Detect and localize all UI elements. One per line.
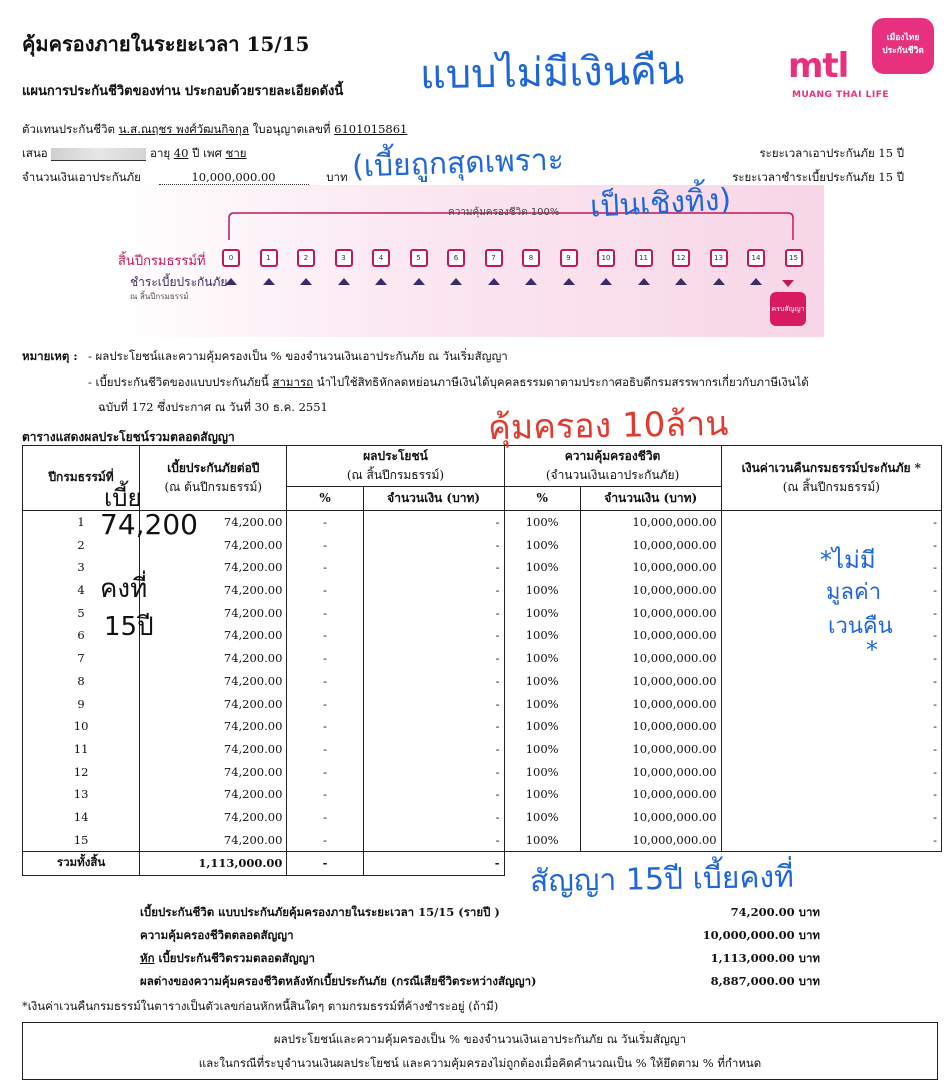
premium-payment-icon [675,278,687,285]
sum-insured-label: จำนวนเงินเอาประกันภัย [22,170,141,184]
premium-payment-icon [638,278,650,285]
cell-benefit-pct: - [287,670,363,693]
cell-coverage-amount: 10,000,000.00 [580,760,721,783]
col-coverage-sub: (จำนวนเงินเอาประกันภัย) [545,468,680,482]
cell-coverage-pct: 100% [504,828,580,851]
premium-payment-icon [338,278,350,285]
cell-premium: 74,200.00 [140,601,287,624]
payment-period: ระยะเวลาชำระเบี้ยประกันภัย 15 ปี [732,170,904,184]
summary-coverage-value: 10,000,000.00 บาท [702,928,820,942]
note-line-2-end: นำไปใช้สิทธิหักลดหย่อนภาษีเงินได้บุคคลธรรมดาตามประกาศอธิบดีกรมสรรพากรเกี่ยวกับภาษีเงินได้ [316,375,809,389]
sex-label: เพศ [203,146,222,160]
cell-benefit-amount: - [363,715,504,738]
premium-payment-icon [413,278,425,285]
cell-year: 6 [23,624,140,647]
handwritten-fixed: คงที่ [100,574,148,604]
cell-coverage-pct: 100% [504,510,580,533]
cell-cash-value: - [721,760,941,783]
footer-line-1: ผลประโยชน์และความคุ้มครองเป็น % ของจำนวนเงินเอาประกันภัย ณ วันเริ่มสัญญา [273,1032,687,1046]
cell-premium: 74,200.00 [140,783,287,806]
table-total-row [23,852,942,876]
table-row [23,601,942,624]
timeline-year-box: 1 [260,249,278,267]
handwritten-no-surrender-3: เวนคืน [828,614,893,639]
premium-payment-icon [225,278,237,285]
cell-premium: 74,200.00 [140,715,287,738]
age-unit: ปี [192,146,200,160]
cell-coverage-amount: 10,000,000.00 [580,783,721,806]
cell-cash-value: - [721,692,941,715]
cell-premium: 74,200.00 [140,647,287,670]
cell-benefit-pct: - [287,806,363,829]
proposal-line [22,145,247,163]
table-row [23,715,942,738]
cell-premium: 74,200.00 [140,692,287,715]
table-row [23,670,942,693]
handwritten-premium-label: เบี้ย [104,484,142,512]
cell-benefit-pct: - [287,510,363,533]
cell-benefit-amount: - [363,647,504,670]
table-row [23,556,942,579]
cell-cash-value: - [721,579,941,602]
premium-payment-icon [450,278,462,285]
col-coverage-pct: % [504,487,580,511]
col-premium [140,446,287,511]
cell-benefit-pct: - [287,556,363,579]
cell-coverage-amount: 10,000,000.00 [580,533,721,556]
end-marker-icon [782,280,794,287]
cell-coverage-amount: 10,000,000.00 [580,601,721,624]
timeline-year-box: 0 [222,249,240,267]
timeline-year-box: 3 [335,249,353,267]
timeline-year-box: 9 [560,249,578,267]
timeline-year-box: 2 [297,249,315,267]
cell-year: 4 [23,579,140,602]
col-coverage-amount: จำนวนเงิน (บาท) [580,487,721,511]
summary-premium [140,904,820,922]
handwritten-contract-note: สัญญา 15ปี เบี้ยคงที่ [529,859,795,900]
cell-coverage-amount: 10,000,000.00 [580,510,721,533]
summary-difference-label: ผลต่างของความคุ้มครองชีวิตหลังหักเบี้ยประกันภัย (กรณีเสียชีวิตระหว่างสัญญา) [140,974,537,988]
summary-coverage-label: ความคุ้มครองชีวิตตลอดสัญญา [140,928,294,942]
cell-year: 2 [23,533,140,556]
redacted-customer-name [51,148,146,161]
timeline-year-box: 7 [485,249,503,267]
cell-cash-value: - [721,533,941,556]
timeline-year-box: 13 [710,249,728,267]
cell-benefit-amount: - [363,510,504,533]
table-row [23,828,942,851]
footer-line-2: และในกรณีที่ระบุจำนวนเงินผลประโยชน์ และความคุ้มครองไม่ถูกต้องเมื่อคิดคำนวณเป็น % ให้ยึดตาม % ที่กำหนด [198,1056,762,1070]
cell-coverage-pct: 100% [504,738,580,761]
cell-year: 12 [23,760,140,783]
cell-benefit-pct: - [287,828,363,851]
premium-payment-icon [563,278,575,285]
table-caption: ตารางแสดงผลประโยชน์รวมตลอดสัญญา [22,430,235,444]
cell-premium: 74,200.00 [140,760,287,783]
cell-cash-value: - [721,624,941,647]
timeline-year-end-label: สิ้นปีกรมธรรม์ที่ [118,254,206,269]
total-benefit-pct: - [287,852,363,876]
col-cash-title: เงินค่าเวนคืนกรมธรรม์ประกันภัย * [741,460,921,475]
table-row [23,806,942,829]
premium-payment-icon [375,278,387,285]
cell-coverage-pct: 100% [504,601,580,624]
cell-benefit-amount: - [363,760,504,783]
table-row [23,783,942,806]
cell-coverage-pct: 100% [504,647,580,670]
table-row [23,760,942,783]
cell-benefit-amount: - [363,601,504,624]
timeline-year-box: 8 [522,249,540,267]
agent-name: น.ส.ณฤชร พงศ์วัฒนกิจกุล [118,122,250,136]
col-benefit-amount: จำนวนเงิน (บาท) [363,487,504,511]
table-row [23,692,942,715]
col-benefit-sub: (ณ สิ้นปีกรมธรรม์) [346,468,445,482]
handwritten-cheapest-note-2: เป็นเชิงทิ้ง) [589,182,733,225]
cell-benefit-pct: - [287,692,363,715]
table-row [23,579,942,602]
premium-payment-icon [488,278,500,285]
license-label: ใบอนุญาตเลขที่ [252,122,331,136]
sum-insured-value: 10,000,000.00 [159,170,309,185]
timeline-year-box: 4 [372,249,390,267]
cell-coverage-amount: 10,000,000.00 [580,715,721,738]
cell-coverage-amount: 10,000,000.00 [580,692,721,715]
cell-coverage-amount: 10,000,000.00 [580,670,721,693]
total-benefit-amount: - [363,852,504,876]
timeline-year-box: 5 [410,249,428,267]
note-line-2-start: - เบี้ยประกันชีวิตของแบบประกันภัยนี้ [88,375,269,389]
premium-payment-icon [300,278,312,285]
cell-coverage-pct: 100% [504,670,580,693]
cell-coverage-amount: 10,000,000.00 [580,828,721,851]
cell-coverage-pct: 100% [504,806,580,829]
cell-cash-value: - [721,670,941,693]
premium-payment-icon [525,278,537,285]
premium-payment-icon [600,278,612,285]
cell-premium: 74,200.00 [140,624,287,647]
agent-line [22,121,407,139]
cell-year: 9 [23,692,140,715]
cell-benefit-pct: - [287,601,363,624]
cell-benefit-amount: - [363,692,504,715]
timeline-premium-sublabel: ณ สิ้นปีกรมธรรม์ [130,292,189,301]
cell-year: 15 [23,828,140,851]
summary-total-premium [140,950,820,968]
cell-benefit-amount: - [363,738,504,761]
cell-premium: 74,200.00 [140,556,287,579]
cell-premium: 74,200.00 [140,579,287,602]
premium-payment-icon [713,278,725,285]
handwritten-15-years: 15ปี [104,612,154,642]
table-row [23,647,942,670]
cell-benefit-amount: - [363,806,504,829]
cell-premium: 74,200.00 [140,806,287,829]
page-title: คุ้มครองภายในระยะเวลา 15/15 [22,32,310,56]
cell-benefit-amount: - [363,533,504,556]
logo-badge-text: เมืองไทย [886,33,920,43]
footnote: *เงินค่าเวนคืนกรมธรรม์ในตารางเป็นตัวเลขก่อนหักหนี้สินใดๆ ตามกรมธรรม์ที่ค้างชำระอยู่ (ถ้ามี) [22,999,499,1013]
mtl-logo-wordmark: mtl [788,46,849,86]
contract-end-badge: ครบสัญญา [770,292,806,326]
cell-year: 3 [23,556,140,579]
col-cash-sub: (ณ สิ้นปีกรมธรรม์) [782,479,880,494]
cell-year: 8 [23,670,140,693]
table-row [23,738,942,761]
timeline-coverage-label: ความคุ้มครองชีวิต 100% [448,207,560,218]
total-label: รวมทั้งสิ้น [23,852,140,876]
notes-label: หมายเหตุ : [22,349,78,363]
cell-benefit-amount: - [363,556,504,579]
summary-total-premium-label: เบี้ยประกันชีวิตรวมตลอดสัญญา [154,951,315,965]
mtl-logo-badge [872,18,934,74]
sex-value: ชาย [225,146,247,160]
handwritten-coverage-10m: คุ้มครอง 10ล้าน [487,403,729,449]
col-year: ปีกรมธรรม์ที่ [23,446,140,511]
mtl-logo-tagline: MUANG THAI LIFE [792,90,890,100]
col-benefit-title: ผลประโยชน์ [363,449,428,463]
timeline-year-box: 12 [672,249,690,267]
premium-payment-icon [750,278,762,285]
timeline-premium-label: ชำระเบี้ยประกันภัย [130,275,228,289]
cell-year: 7 [23,647,140,670]
cell-cash-value: - [721,601,941,624]
cell-premium: 74,200.00 [140,828,287,851]
col-premium-title: เบี้ยประกันภัยต่อปี [167,460,260,475]
cell-premium: 74,200.00 [140,738,287,761]
cell-benefit-pct: - [287,624,363,647]
cell-year: 10 [23,715,140,738]
cell-benefit-pct: - [287,647,363,670]
footer-notice [22,1022,938,1080]
timeline-year-box: 10 [597,249,615,267]
cell-benefit-pct: - [287,783,363,806]
col-coverage-title: ความคุ้มครองชีวิต [564,449,661,463]
cell-cash-value: - [721,828,941,851]
cell-coverage-pct: 100% [504,692,580,715]
cell-coverage-amount: 10,000,000.00 [580,738,721,761]
cell-benefit-amount: - [363,624,504,647]
col-premium-sub: (ณ ต้นปีกรมธรรม์) [164,479,263,494]
cell-cash-value: - [721,738,941,761]
coverage-period: ระยะเวลาเอาประกันภัย 15 ปี [759,146,904,160]
cell-coverage-amount: 10,000,000.00 [580,806,721,829]
summary-coverage [140,927,820,945]
cell-year: 5 [23,601,140,624]
handwritten-premium-value: 74,200 [100,508,198,541]
cell-cash-value: - [721,783,941,806]
age-value: 40 [173,146,189,160]
cell-benefit-pct: - [287,760,363,783]
agent-prefix: ตัวแทนประกันชีวิต [22,122,115,136]
cell-coverage-pct: 100% [504,760,580,783]
handwritten-cheapest-note: (เบี้ยถูกสุดเพราะ [351,142,565,185]
logo-badge-subtext: ประกันชีวิต [882,46,924,56]
timeline-year-box: 6 [447,249,465,267]
cell-coverage-amount: 10,000,000.00 [580,556,721,579]
summary-premium-label: เบี้ยประกันชีวิต แบบประกันภัยคุ้มครองภายในระยะเวลา 15/15 (รายปี ) [140,905,500,919]
cell-coverage-pct: 100% [504,556,580,579]
cell-benefit-pct: - [287,533,363,556]
cell-premium: 74,200.00 [140,510,287,533]
cell-coverage-pct: 100% [504,579,580,602]
summary-deduct-prefix: หัก [140,951,155,965]
timeline-year-box: 15 [785,249,803,267]
cell-cash-value: - [721,715,941,738]
cell-coverage-amount: 10,000,000.00 [580,624,721,647]
cell-coverage-pct: 100% [504,783,580,806]
cell-year: 14 [23,806,140,829]
cell-benefit-amount: - [363,579,504,602]
summary-premium-value: 74,200.00 บาท [730,905,820,919]
cell-benefit-amount: - [363,828,504,851]
note-line-3: ฉบับที่ 172 ซึ่งประกาศ ณ วันที่ 30 ธ.ค. 2551 [98,400,328,414]
handwritten-no-surrender-2: มูลค่า [826,580,882,605]
cell-coverage-pct: 100% [504,624,580,647]
license-number: 6101015861 [334,122,408,136]
cell-benefit-amount: - [363,670,504,693]
cell-benefit-amount: - [363,783,504,806]
cell-premium: 74,200.00 [140,670,287,693]
note-line-2 [88,374,809,392]
age-label: อายุ [150,146,171,160]
premium-payment-icon [263,278,275,285]
summary-difference-value: 8,887,000.00 บาท [710,974,820,988]
total-premium: 1,113,000.00 [140,852,287,876]
cell-year: 11 [23,738,140,761]
handwritten-asterisk: * [866,636,878,664]
summary-total-premium-value: 1,113,000.00 บาท [710,951,820,965]
col-benefit [287,446,504,487]
handwritten-no-surrender-1: *ไม่มี [820,546,876,574]
cell-benefit-pct: - [287,738,363,761]
cell-benefit-pct: - [287,715,363,738]
col-benefit-pct: % [287,487,363,511]
cell-cash-value: - [721,510,941,533]
timeline-year-box: 11 [635,249,653,267]
cell-coverage-pct: 100% [504,715,580,738]
handwritten-no-cash-back: แบบไม่มีเงินคืน [419,47,685,99]
cell-coverage-pct: 100% [504,533,580,556]
timeline-year-box: 14 [747,249,765,267]
cell-premium: 74,200.00 [140,533,287,556]
cell-coverage-amount: 10,000,000.00 [580,647,721,670]
cell-benefit-pct: - [287,579,363,602]
sum-insured-unit: บาท [326,170,348,184]
note-line-2-emphasis: สามารถ [272,375,314,389]
cell-year: 13 [23,783,140,806]
col-cash-value [721,446,941,511]
cell-cash-value: - [721,806,941,829]
cell-coverage-amount: 10,000,000.00 [580,579,721,602]
cell-year: 1 [23,510,140,533]
summary-difference [140,973,820,991]
cell-cash-value: - [721,647,941,670]
plan-subtitle: แผนการประกันชีวิตของท่าน ประกอบด้วยรายละเอียดดังนี้ [22,84,344,99]
cell-cash-value: - [721,556,941,579]
note-line-1: - ผลประโยชน์และความคุ้มครองเป็น % ของจำนวนเงินเอาประกันภัย ณ วันเริ่มสัญญา [88,349,508,363]
table-row [23,624,942,647]
offer-label: เสนอ [22,146,48,160]
